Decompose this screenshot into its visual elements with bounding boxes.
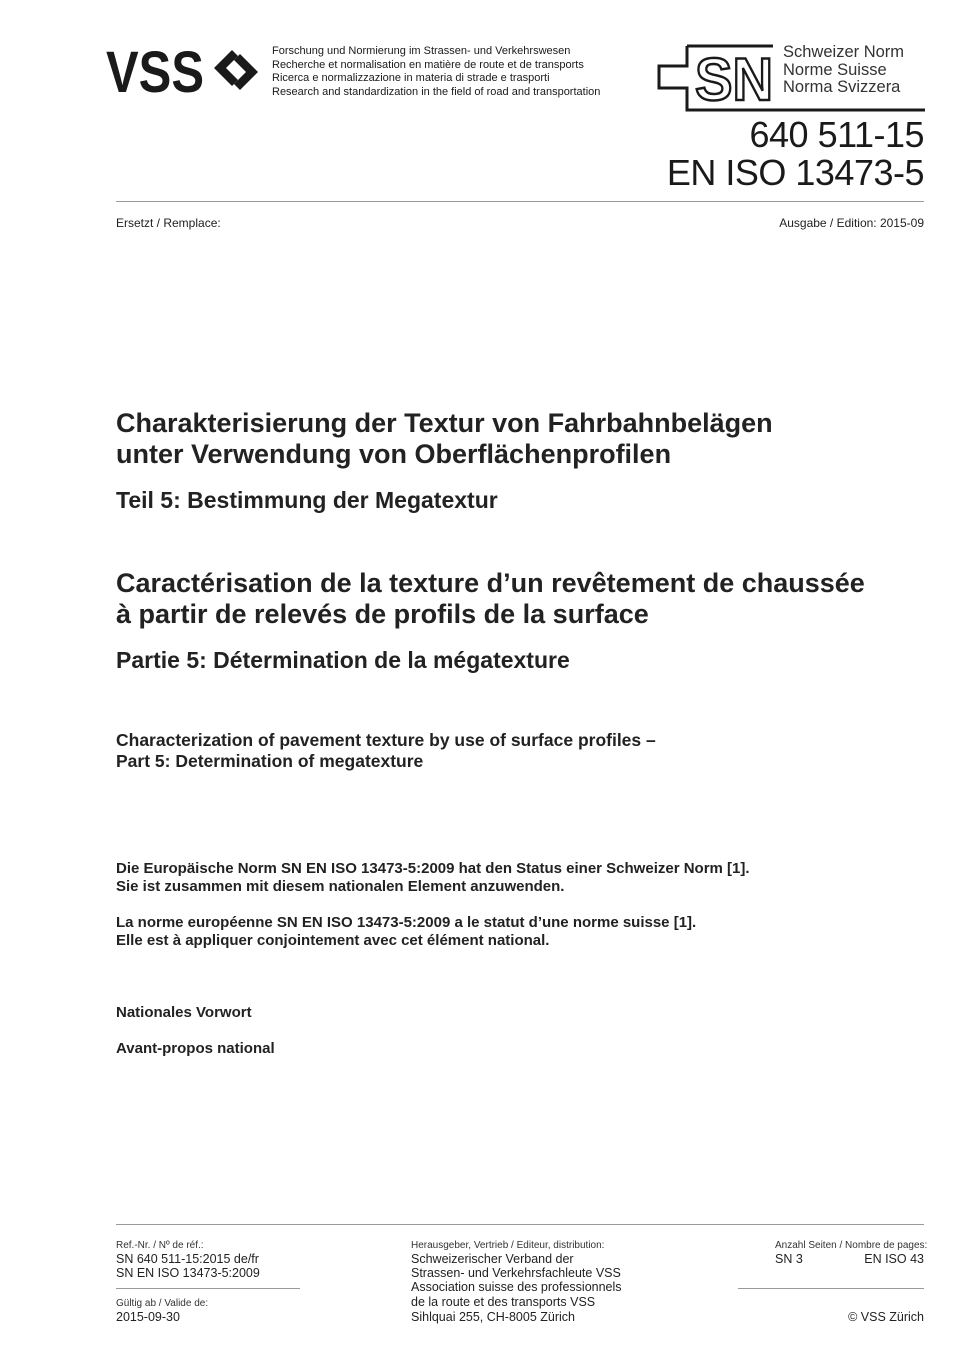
de-title-line-1: Charakterisierung der Textur von Fahrbahnbelägen xyxy=(116,408,773,438)
vss-tagline-line: Forschung und Normierung im Strassen- und Verkehrswesen xyxy=(272,45,571,57)
de-part-title: Teil 5: Bestimmung der Megatextur xyxy=(116,487,498,513)
iso-number: EN ISO 13473-5 xyxy=(666,152,924,193)
vss-logo-text: VSS xyxy=(106,40,204,102)
fr-title-line-2: à partir de relevés de profils de la surface xyxy=(116,599,649,629)
copyright: © VSS Zürich xyxy=(848,1310,924,1324)
sn-names xyxy=(783,44,904,97)
ref-divider xyxy=(116,1288,300,1289)
pages-divider xyxy=(738,1288,924,1289)
pages-label: Anzahl Seiten / Nombre de pages: xyxy=(775,1240,928,1251)
vss-tagline xyxy=(272,45,600,99)
sn-name-fr: Norme Suisse xyxy=(783,60,887,79)
status-de-line-2: Sie ist zusammen mit diesem nationalen Element anzuwenden. xyxy=(116,878,565,895)
fr-title-line-1: Caractérisation de la texture d’un revêtement de chaussée xyxy=(116,568,865,598)
ref-label: Ref.-Nr. / Nº de réf.: xyxy=(116,1240,204,1251)
status-de-line-1: Die Europäische Norm SN EN ISO 13473-5:2009 hat den Status einer Schweizer Norm [1]. xyxy=(116,860,750,877)
ref-number-sn: SN 640 511-15:2015 de/fr xyxy=(116,1252,259,1266)
vss-tagline-line: Ricerca e normalizzazione in materia di strade e trasporti xyxy=(272,72,550,85)
de-title-line-2: unter Verwendung von Oberflächenprofilen xyxy=(116,439,672,469)
fr-part-title: Partie 5: Détermination de la mégatexture xyxy=(116,647,570,673)
en-title-line-2: Part 5: Determination of megatexture xyxy=(116,751,424,771)
valid-label: Gültig ab / Valide de: xyxy=(116,1298,209,1309)
pages-iso: EN ISO 43 xyxy=(864,1252,924,1266)
valid-date: 2015-09-30 xyxy=(116,1310,180,1324)
pages-sn: SN 3 xyxy=(775,1252,803,1266)
publisher-line: de la route et des transports VSS xyxy=(411,1295,596,1309)
vss-tagline-line: Recherche et normalisation en matière de route et de transports xyxy=(272,58,584,71)
vss-logo xyxy=(106,40,266,102)
sn-name-it: Norma Svizzera xyxy=(783,78,901,96)
publisher-line: Strassen- und Verkehrsfachleute VSS xyxy=(411,1266,621,1280)
vss-tagline-line: Research and standardization in the field of road and transportation xyxy=(272,85,601,98)
footer-divider xyxy=(116,1224,924,1225)
publisher-line: Association suisse des professionnels xyxy=(411,1280,622,1294)
publisher-line: Schweizerischer Verband der xyxy=(411,1252,574,1266)
status-fr-line-1: La norme européenne SN EN ISO 13473-5:2009 a le statut d’une norme suisse [1]. xyxy=(116,914,697,931)
ref-number-iso: SN EN ISO 13473-5:2009 xyxy=(116,1266,260,1280)
sn-logo-text: SN xyxy=(695,46,773,112)
publisher-line: Sihlquai 255, CH-8005 Zürich xyxy=(411,1310,575,1324)
sn-name-de: Schweizer Norm xyxy=(783,43,905,61)
header-divider xyxy=(116,201,924,202)
foreword-de-heading: Nationales Vorwort xyxy=(116,1004,252,1021)
edition-label: Ausgabe / Edition: 2015-09 xyxy=(779,216,924,230)
en-title-line-1: Characterization of pavement texture by use of surface profiles – xyxy=(116,730,656,750)
publisher-label: Herausgeber, Vertrieb / Editeur, distribution: xyxy=(411,1240,605,1251)
status-fr-line-2: Elle est à appliquer conjointement avec cet élément national. xyxy=(116,932,550,949)
replaces-label: Ersetzt / Remplace: xyxy=(116,216,221,230)
foreword-fr-heading: Avant-propos national xyxy=(116,1040,275,1057)
standard-number: 640 511-15 xyxy=(749,114,924,155)
